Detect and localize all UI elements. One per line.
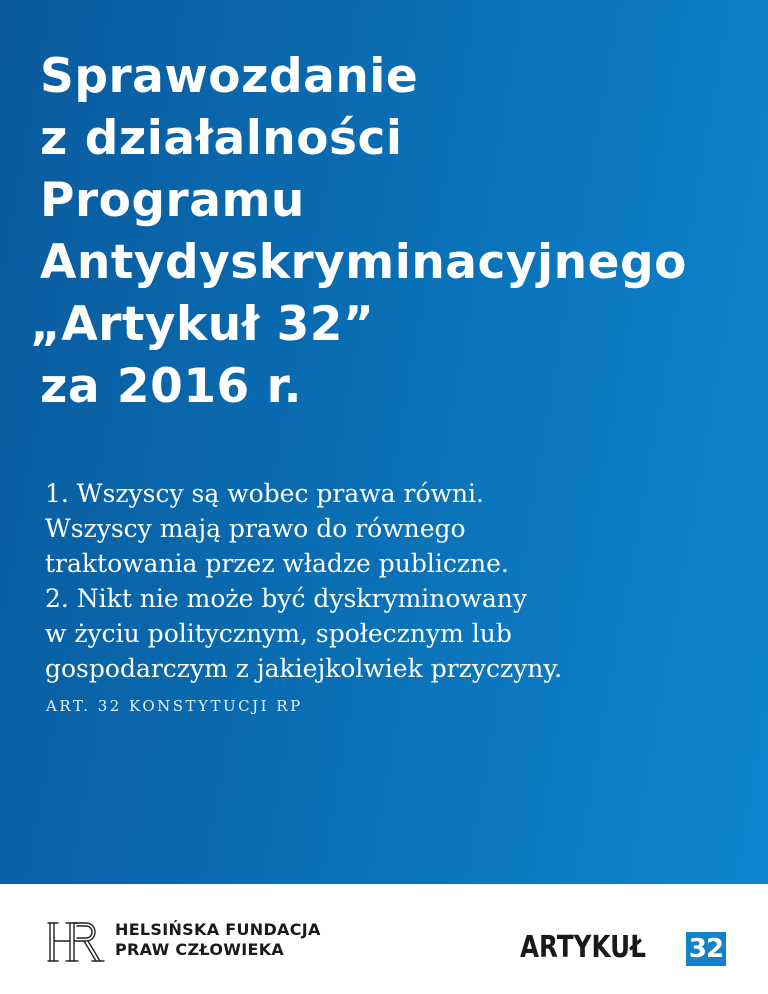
quote-line: 2. Nikt nie może być dyskryminowany	[45, 584, 527, 613]
quote-line: 1. Wszyscy są wobec prawa równi.	[45, 479, 484, 508]
title-line: Programu	[40, 173, 305, 228]
constitution-quote	[45, 476, 562, 686]
quote-line: gospodarczym z jakiejkolwiek przyczyny.	[45, 654, 563, 683]
title-line: Antydyskryminacyjnego	[40, 235, 687, 290]
hfpc-logo-text	[115, 920, 321, 960]
quote-source: ART. 32 KONSTYTUCJI RP	[46, 697, 303, 715]
quote-line: Wszyscy mają prawo do równego	[45, 514, 466, 543]
title-line: za 2016 r.	[40, 359, 302, 414]
quote-line: traktowania przez władze publiczne.	[45, 549, 509, 578]
title-line: Sprawozdanie	[40, 49, 419, 104]
hfpc-line: HELSIŃSKA FUNDACJA	[115, 920, 321, 939]
title-line: „Artykuł 32”	[30, 297, 375, 352]
hr-monogram-icon	[46, 917, 106, 965]
artykul32-logo-word: ARTYKUŁ	[520, 930, 646, 965]
artykul32-logo-number: 32	[686, 932, 726, 966]
quote-line: w życiu politycznym, społecznym lub	[45, 619, 512, 648]
hfpc-line: PRAW CZŁOWIEKA	[115, 940, 285, 959]
title-line: z działalności	[40, 111, 403, 166]
report-title	[30, 46, 687, 418]
